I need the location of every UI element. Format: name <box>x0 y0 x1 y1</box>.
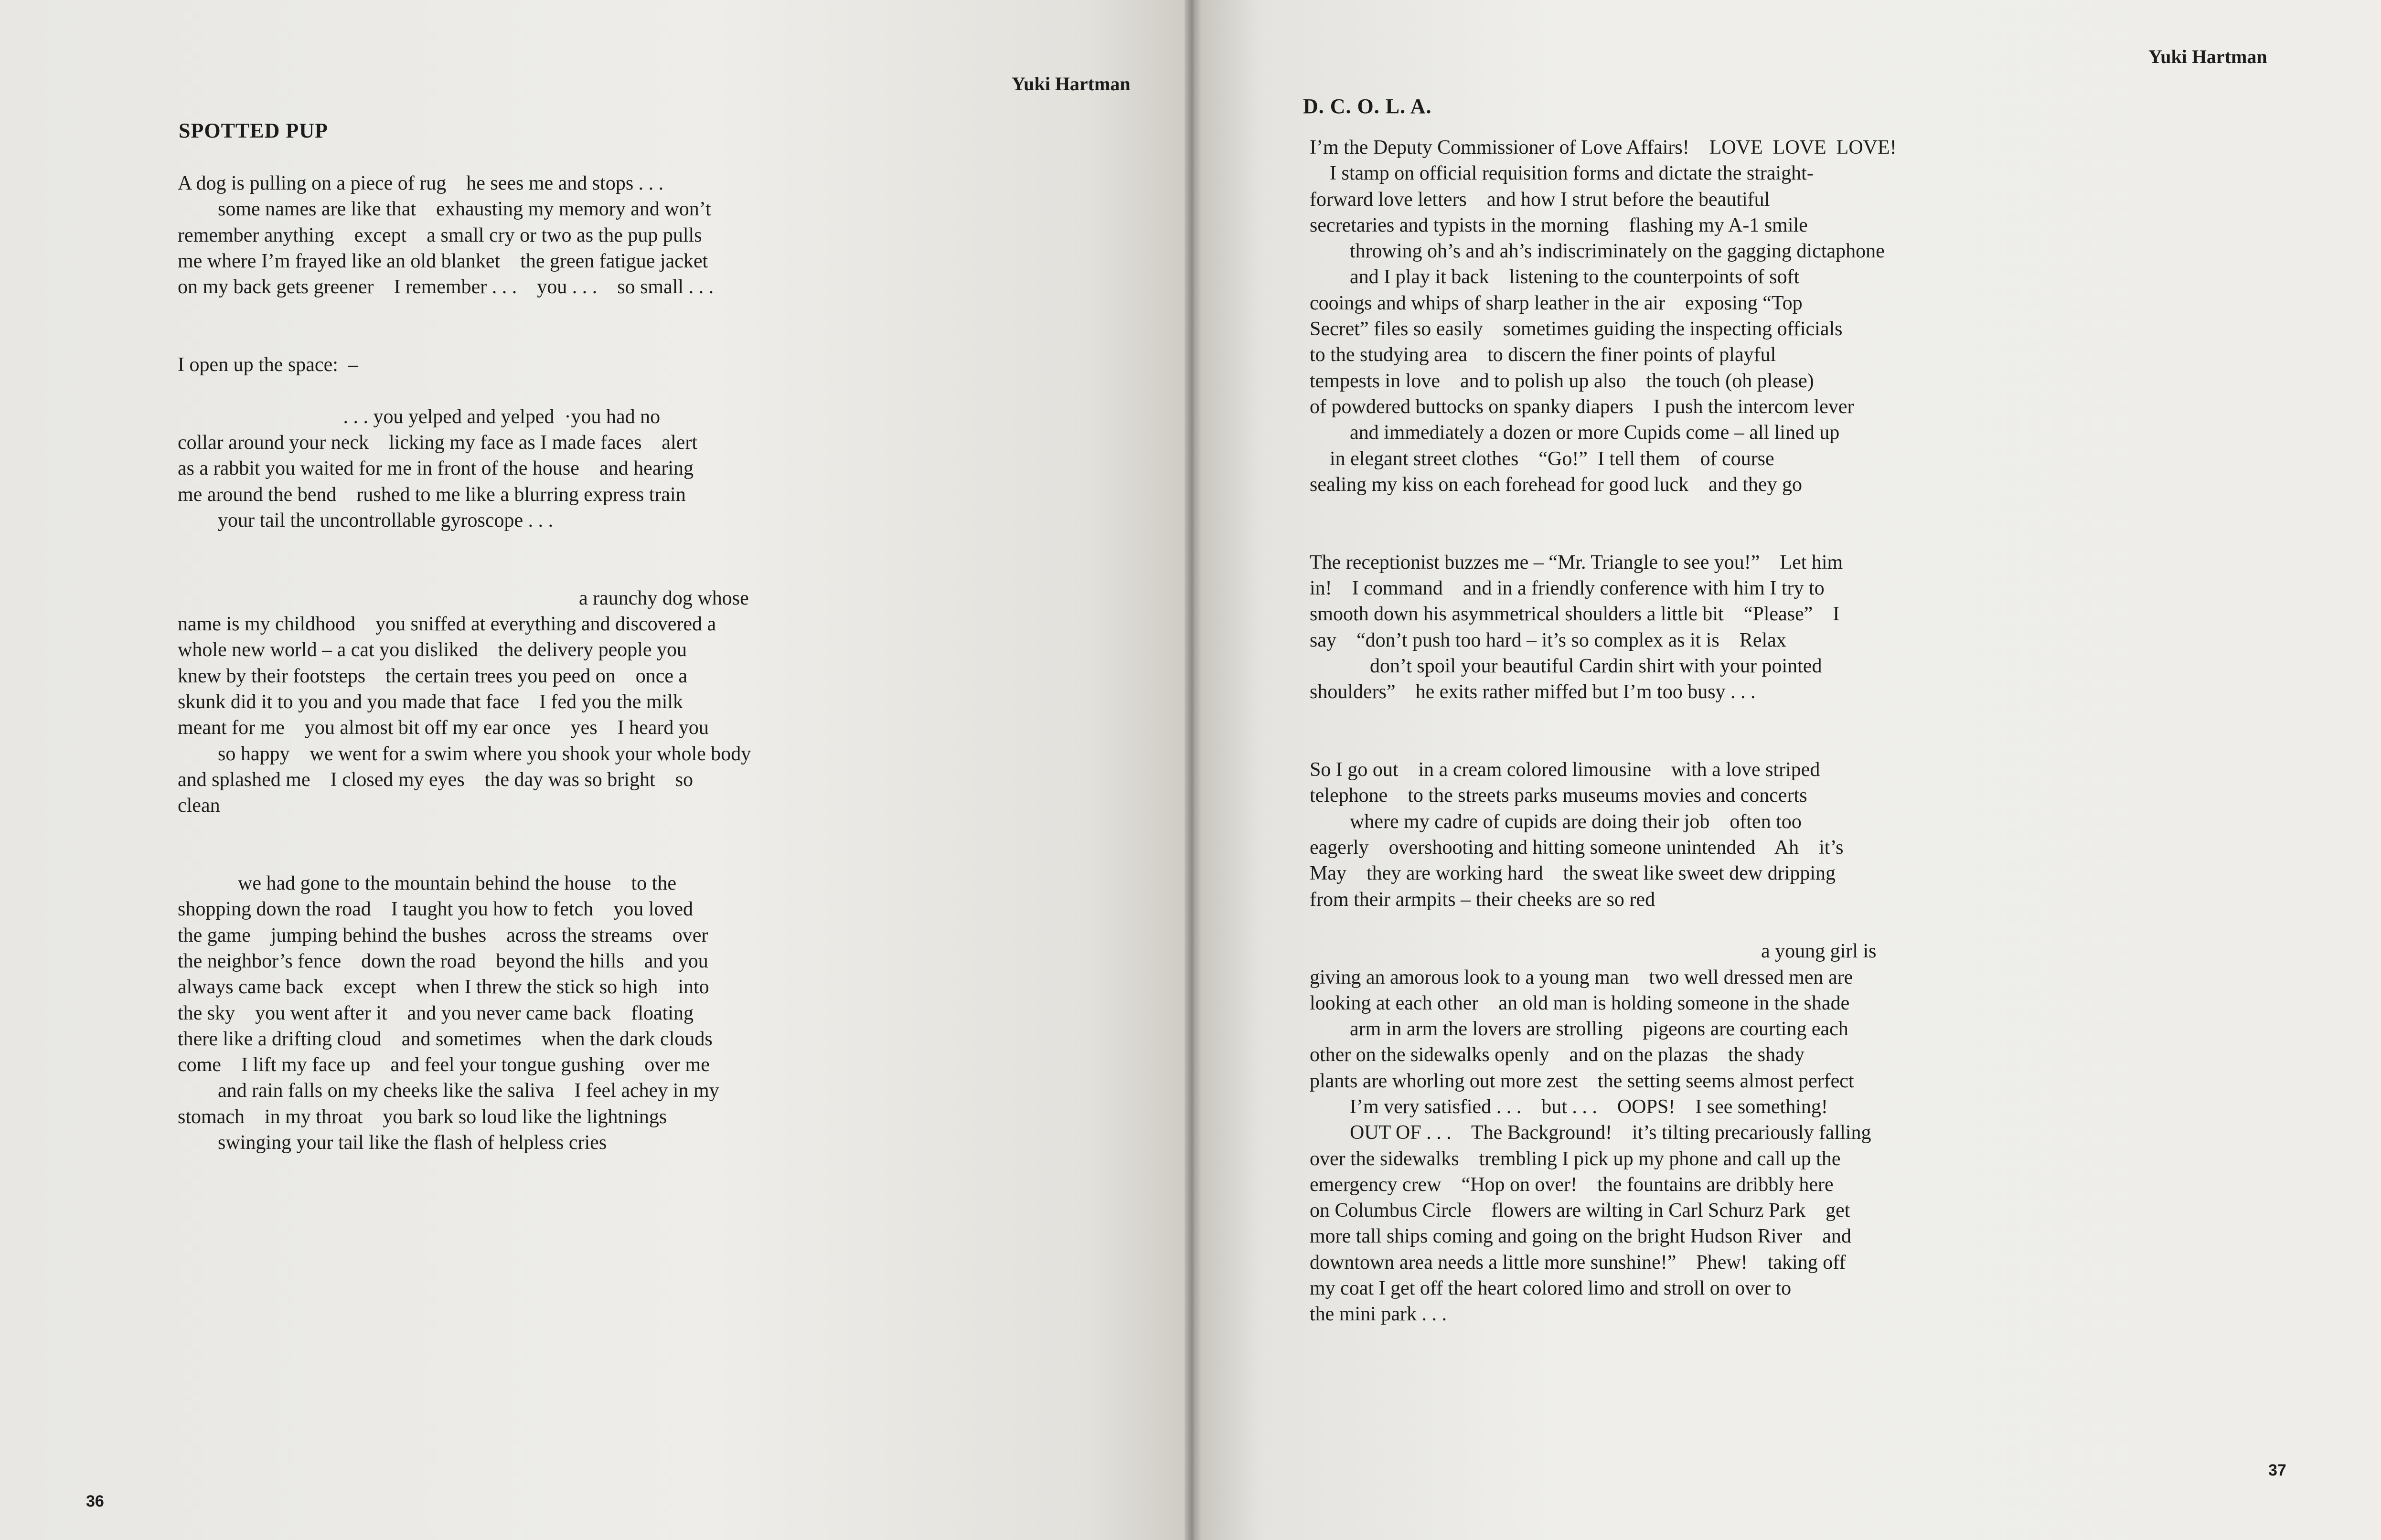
poem-line: I’m very satisfied . . . but . . . OOPS! I see something! <box>1310 1095 1828 1118</box>
poem-line: in elegant street clothes “Go!” I tell them of course <box>1310 447 1774 470</box>
left-poem-body <box>178 170 751 1156</box>
poem-line: A dog is pulling on a piece of rug he sees me and stops . . . <box>178 172 664 194</box>
poem-line: to the studying area to discern the finer points of playful <box>1310 344 1776 366</box>
poem-line: throwing oh’s and ah’s indiscriminately on the gagging dictaphone <box>1310 240 1885 263</box>
poem-line: other on the sidewalks openly and on the plazas the shady <box>1310 1044 1804 1066</box>
poem-line: come I lift my face up and feel your tongue gushing over me <box>178 1054 710 1076</box>
poem-line: name is my childhood you sniffed at everything and discovered a <box>178 613 716 636</box>
poem-line <box>178 818 751 844</box>
poem-line: where my cadre of cupids are doing their job often too <box>1310 810 1802 833</box>
poem-line: of powdered buttocks on spanky diapers I push the intercom lever <box>1310 395 1854 418</box>
poem-line: telephone to the streets parks museums movies and concerts <box>1310 785 1807 807</box>
poem-line: your tail the uncontrollable gyroscope . . . <box>178 509 554 531</box>
poem-line: Secret” files so easily sometimes guiding the inspecting officials <box>1310 318 1843 340</box>
poem-line: cooings and whips of sharp leather in the air exposing “Top <box>1310 292 1803 314</box>
poem-line: over the sidewalks trembling I pick up my phone and call up the <box>1310 1147 1841 1170</box>
poem-line <box>178 300 751 326</box>
poem-line: collar around your neck licking my face as I made faces alert <box>178 431 698 454</box>
poem-line: a young girl is <box>1310 940 1877 963</box>
left-page-number: 36 <box>86 1492 104 1510</box>
poem-line: meant for me you almost bit off my ear once yes I heard you <box>178 717 709 739</box>
poem-line: . . . you yelped and yelped ·you had no <box>178 405 661 428</box>
left-poem-title: SPOTTED PUP <box>179 119 328 142</box>
poem-line: the neighbor’s fence down the road beyond the hills and you <box>178 950 708 972</box>
poem-line: The receptionist buzzes me – “Mr. Triangle to see you!” Let him <box>1310 551 1843 574</box>
poem-line: and splashed me I closed my eyes the day was so bright so <box>178 768 693 791</box>
poem-line: giving an amorous look to a young man two well dressed men are <box>1310 966 1853 988</box>
poem-line: always came back except when I threw the stick so high into <box>178 976 709 998</box>
poem-line: the game jumping behind the bushes across the streams over <box>178 924 708 946</box>
poem-line: plants are whorling out more zest the setting seems almost perfect <box>1310 1070 1854 1092</box>
poem-line: emergency crew “Hop on over! the fountains are dribbly here <box>1310 1173 1834 1196</box>
poem-line: and immediately a dozen or more Cupids come – all lined up <box>1310 422 1840 444</box>
poem-line <box>178 533 751 559</box>
poem-line <box>1310 731 1897 757</box>
book-gutter <box>1185 0 1201 1540</box>
poem-line: me around the bend rushed to me like a blurring express train <box>178 483 686 506</box>
right-page-number: 37 <box>2268 1461 2286 1479</box>
poem-line: so happy we went for a swim where you shook your whole body <box>178 743 751 765</box>
poem-line: from their armpits – their cheeks are so red <box>1310 888 1655 911</box>
poem-line <box>178 326 751 352</box>
poem-line: I stamp on official requisition forms and dictate the straight- <box>1310 162 1814 185</box>
right-poem-title: D. C. O. L. A. <box>1303 95 1432 118</box>
poem-line: as a rabbit you waited for me in front of the house and hearing <box>178 457 694 480</box>
poem-line: clean <box>178 795 220 817</box>
poem-line: OUT OF . . . The Background! it’s tilting precariously falling <box>1310 1122 1871 1144</box>
poem-line: and I play it back listening to the counterpoints of soft <box>1310 266 1800 288</box>
poem-line <box>178 559 751 585</box>
poem-line: knew by their footsteps the certain trees you peed on once a <box>178 665 688 687</box>
poem-line: swinging your tail like the flash of helpless cries <box>178 1131 607 1154</box>
left-page <box>0 0 1185 1540</box>
poem-line: skunk did it to you and you made that face I fed you the milk <box>178 690 683 713</box>
poem-line <box>1310 705 1897 731</box>
poem-line: on my back gets greener I remember . . . you . . . so small . . . <box>178 276 714 298</box>
left-author: Yuki Hartman <box>1012 73 1131 95</box>
poem-line: stomach in my throat you bark so loud like the lightnings <box>178 1105 667 1128</box>
poem-line: there like a drifting cloud and sometimes when the dark clouds <box>178 1028 713 1050</box>
poem-line: shopping down the road I taught you how to fetch you loved <box>178 898 693 921</box>
poem-line: we had gone to the mountain behind the house to the <box>178 872 676 895</box>
poem-line: on Columbus Circle flowers are wilting in Carl Schurz Park get <box>1310 1200 1850 1222</box>
poem-line: I’m the Deputy Commissioner of Love Affairs! LOVE LOVE LOVE! <box>1310 137 1897 159</box>
poem-line: smooth down his asymmetrical shoulders a little bit “Please” I <box>1310 603 1840 626</box>
poem-line: my coat I get off the heart colored limo and stroll on over to <box>1310 1277 1792 1300</box>
poem-line: whole new world – a cat you disliked the delivery people you <box>178 639 687 661</box>
poem-line: me where I’m frayed like an old blanket the green fatigue jacket <box>178 250 708 272</box>
poem-line <box>1310 913 1897 938</box>
poem-line: more tall ships coming and going on the bright Hudson River and <box>1310 1225 1851 1248</box>
poem-line: the sky you went after it and you never came back floating <box>178 1002 694 1024</box>
poem-line: sealing my kiss on each forehead for good luck and they go <box>1310 473 1803 496</box>
poem-line: say “don’t push too hard – it’s so complex as it is Relax <box>1310 629 1786 651</box>
right-page <box>1201 0 2381 1540</box>
poem-line: May they are working hard the sweat like sweet dew dripping <box>1310 862 1836 885</box>
poem-line: in! I command and in a friendly conference with him I try to <box>1310 577 1825 600</box>
poem-line: and rain falls on my cheeks like the saliva I feel achey in my <box>178 1080 719 1102</box>
poem-line <box>178 378 751 404</box>
poem-line: shoulders” he exits rather miffed but I’m too busy . . . <box>1310 681 1756 703</box>
poem-line <box>178 845 751 871</box>
poem-line: eagerly overshooting and hitting someone unintended Ah it’s <box>1310 837 1844 859</box>
poem-line: a raunchy dog whose <box>178 587 749 609</box>
poem-line: some names are like that exhausting my memory and won’t <box>178 198 711 221</box>
poem-line: the mini park . . . <box>1310 1303 1447 1326</box>
poem-line: I open up the space: – <box>178 354 358 376</box>
right-poem-body <box>1310 135 1897 1328</box>
poem-line: secretaries and typists in the morning flashing my A-1 smile <box>1310 214 1808 236</box>
poem-line: So I go out in a cream colored limousine with a love striped <box>1310 759 1820 781</box>
poem-line: looking at each other an old man is holding someone in the shade <box>1310 992 1850 1014</box>
poem-line <box>1310 523 1897 549</box>
poem-line: tempests in love and to polish up also the touch (oh please) <box>1310 370 1814 392</box>
right-author: Yuki Hartman <box>2148 46 2267 67</box>
poem-line: don’t spoil your beautiful Cardin shirt with your pointed <box>1310 655 1822 677</box>
poem-line: remember anything except a small cry or two as the pup pulls <box>178 224 702 246</box>
poem-line <box>1310 498 1897 523</box>
poem-line: downtown area needs a little more sunshine!” Phew! taking off <box>1310 1251 1846 1274</box>
poem-line: arm in arm the lovers are strolling pigeons are courting each <box>1310 1018 1848 1041</box>
poem-line: forward love letters and how I strut before the beautiful <box>1310 188 1770 211</box>
